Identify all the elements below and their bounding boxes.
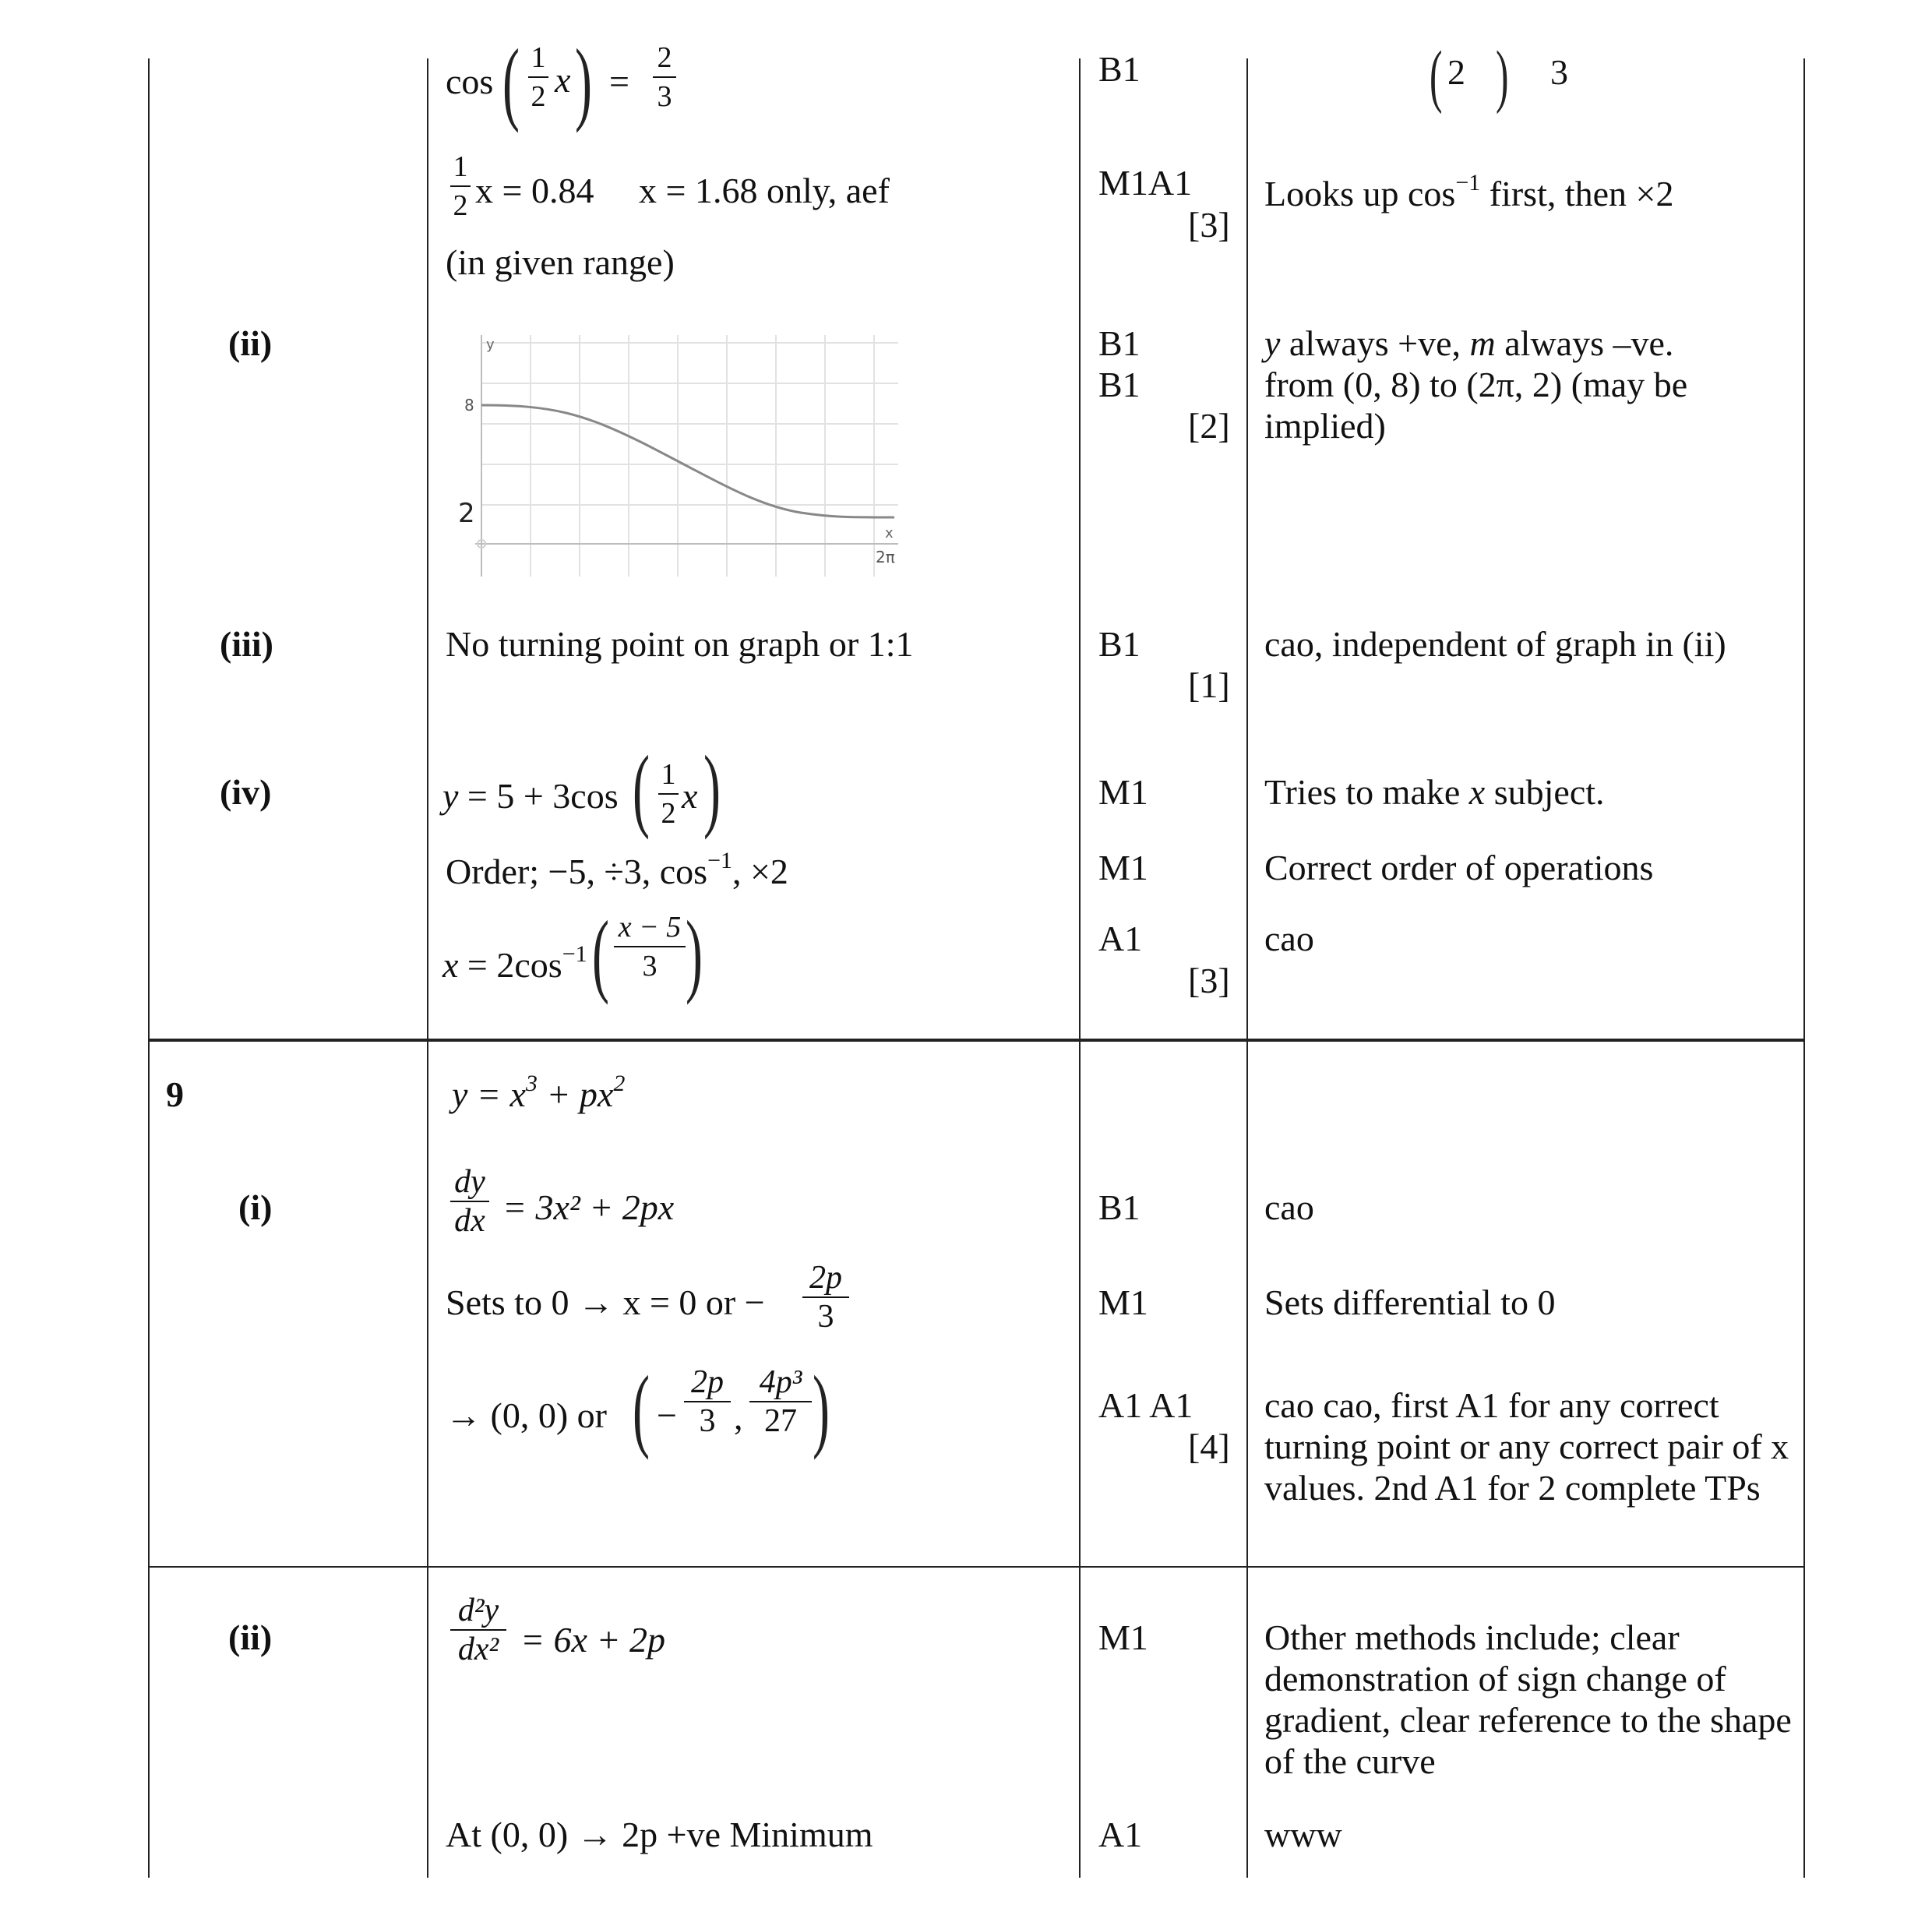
graph-tick-8: 8 <box>464 396 474 414</box>
cos-text: cos <box>446 62 494 101</box>
note-sets-differential: Sets differential to 0 <box>1264 1282 1556 1322</box>
graph-curve <box>481 405 894 517</box>
equation-y-x3-px2: $y = x^3 + px^2$ <box>452 1071 626 1114</box>
graph-tick-2: 2 <box>458 498 475 529</box>
note-cao-iv: cao <box>1264 919 1314 958</box>
column-divider-1 <box>427 58 428 1878</box>
equals-sign: = <box>609 62 629 101</box>
fraction-half-2: 1 2 <box>450 150 471 223</box>
part-label-ii: (ii) <box>228 323 273 363</box>
fraction-two-thirds: 2 3 <box>653 41 676 114</box>
mark-b1: B1 <box>1098 49 1141 89</box>
tp-left-paren: ( <box>633 1356 650 1460</box>
mark-m1-iv-b: M1 <box>1098 848 1148 887</box>
note-make-x-subject: Tries to make x subject. <box>1264 772 1605 812</box>
variable-x: x <box>555 60 571 100</box>
fraction-tp-2p-3: 2p 3 <box>684 1365 731 1438</box>
note-cao-independent: cao, independent of graph in (ii) <box>1264 624 1726 664</box>
part-label-iii: (iii) <box>220 624 273 664</box>
answer-no-turning-point: No turning point on graph or 1:1 <box>446 624 914 664</box>
graph-gridlines <box>481 335 898 577</box>
derivative-dy-dx: dy dx <box>450 1165 489 1238</box>
column-divider-2 <box>1079 58 1081 1878</box>
mark-total-3-iv: [3] <box>1188 961 1230 1000</box>
mark-a1-9ii: A1 <box>1098 1815 1143 1854</box>
derivative-rhs: = 3x² + 2px <box>502 1187 675 1227</box>
note-from-to: from (0, 8) to (2π, 2) (may be <box>1264 365 1688 404</box>
tp-minus-sign: − <box>657 1395 677 1435</box>
turning-points-text: → (0, 0) or <box>446 1395 607 1435</box>
note-cao-9i: cao <box>1264 1187 1314 1227</box>
question-divider <box>148 1039 1805 1042</box>
iv-eq3-right-paren: ) <box>686 901 703 1005</box>
note-correct-order: Correct order of operations <box>1264 848 1654 887</box>
equation-x-168: x = 1.68 only, aef <box>639 171 890 210</box>
note-right-paren: ) <box>1496 37 1509 115</box>
note-left-paren: ( <box>1430 37 1443 115</box>
graph-x-axis-label: x <box>885 525 894 541</box>
note-other-methods: Other methods include; clear demonstration of sign change of gradient, clear reference to the shape of the curve <box>1264 1617 1792 1781</box>
tp-right-paren: ) <box>813 1356 830 1460</box>
right-paren: ) <box>575 30 592 133</box>
range-text: (in given range) <box>446 242 675 282</box>
mark-b1-a: B1 <box>1098 323 1141 363</box>
fraction-2p-over-3: 2p 3 <box>802 1261 849 1334</box>
note-y-always-positive: y always +ve, m always –ve. <box>1264 323 1674 363</box>
note-cao-cao: cao cao, first A1 for any correct turning point or any correct pair of x values. 2nd A1 for 2 complete TPs <box>1264 1385 1789 1508</box>
column-divider-3 <box>1246 58 1248 1878</box>
mark-m1-iv-a: M1 <box>1098 772 1148 812</box>
mark-total-4: [4] <box>1188 1427 1230 1466</box>
part-label-9i: (i) <box>238 1187 273 1227</box>
mark-a1-iv: A1 <box>1098 919 1143 958</box>
equation-x-2cos: $x = 2\cos^{-1}$ <box>442 941 587 985</box>
left-paren: ( <box>502 30 520 133</box>
iv-eq3-left-paren: ( <box>592 901 609 1005</box>
sets-to-zero: Sets to 0 → x = 0 or − <box>446 1282 765 1322</box>
mark-b1-b: B1 <box>1098 365 1141 404</box>
fraction-half-iv: 1 2 <box>658 757 679 831</box>
note-value-2: 2 <box>1447 52 1465 92</box>
part-label-9ii: (ii) <box>228 1617 273 1657</box>
second-derivative: d²y dx² <box>450 1593 506 1667</box>
mark-m1-9ii: M1 <box>1098 1617 1148 1657</box>
mark-b1-9i: B1 <box>1098 1187 1141 1227</box>
note-implied: implied) <box>1264 406 1386 446</box>
note-looks-up: Looks up $\cos^{-1}$ first, then ×2 <box>1264 170 1674 213</box>
mark-m1-9i: M1 <box>1098 1282 1148 1322</box>
graph-y-axis-label: y <box>486 337 495 353</box>
equation-y-5-3cos: y = 5 + 3cos <box>442 776 619 816</box>
iv-right-paren: ) <box>703 736 721 840</box>
mark-total-1: [1] <box>1188 665 1230 705</box>
part-label-iv: (iv) <box>220 772 272 812</box>
second-derivative-rhs: = 6x + 2p <box>520 1620 665 1660</box>
fraction-x-minus-5-over-3: x − 5 3 <box>614 910 686 983</box>
mark-m1a1: M1A1 <box>1098 163 1193 203</box>
mark-total-3: [3] <box>1188 205 1230 245</box>
mark-a1a1-9i: A1 A1 <box>1098 1385 1193 1425</box>
iv-left-paren: ( <box>633 736 650 840</box>
mark-b1-iii: B1 <box>1098 624 1141 664</box>
row-divider <box>148 1566 1805 1568</box>
variable-x-iv: x <box>682 776 698 816</box>
at-origin-minimum: At (0, 0) → 2p +ve Minimum <box>446 1815 873 1854</box>
cosine-graph <box>458 327 902 584</box>
graph-tick-2pi: 2π <box>876 548 895 566</box>
mark-total-2: [2] <box>1188 406 1230 446</box>
order-of-operations: Order; −5, ÷3, $\cos^{-1}$, ×2 <box>446 848 788 891</box>
fraction-half: 1 2 <box>528 41 548 114</box>
table-right-border <box>1803 58 1805 1878</box>
fraction-tp-4p3-27: 4p³ 27 <box>749 1365 812 1438</box>
equation-x-084: x = 0.84 <box>475 171 594 210</box>
note-www: www <box>1264 1815 1342 1854</box>
note-value-3: 3 <box>1550 52 1568 92</box>
table-left-border <box>148 58 150 1878</box>
question-number-9: 9 <box>166 1074 184 1114</box>
tp-comma: , <box>734 1397 743 1437</box>
